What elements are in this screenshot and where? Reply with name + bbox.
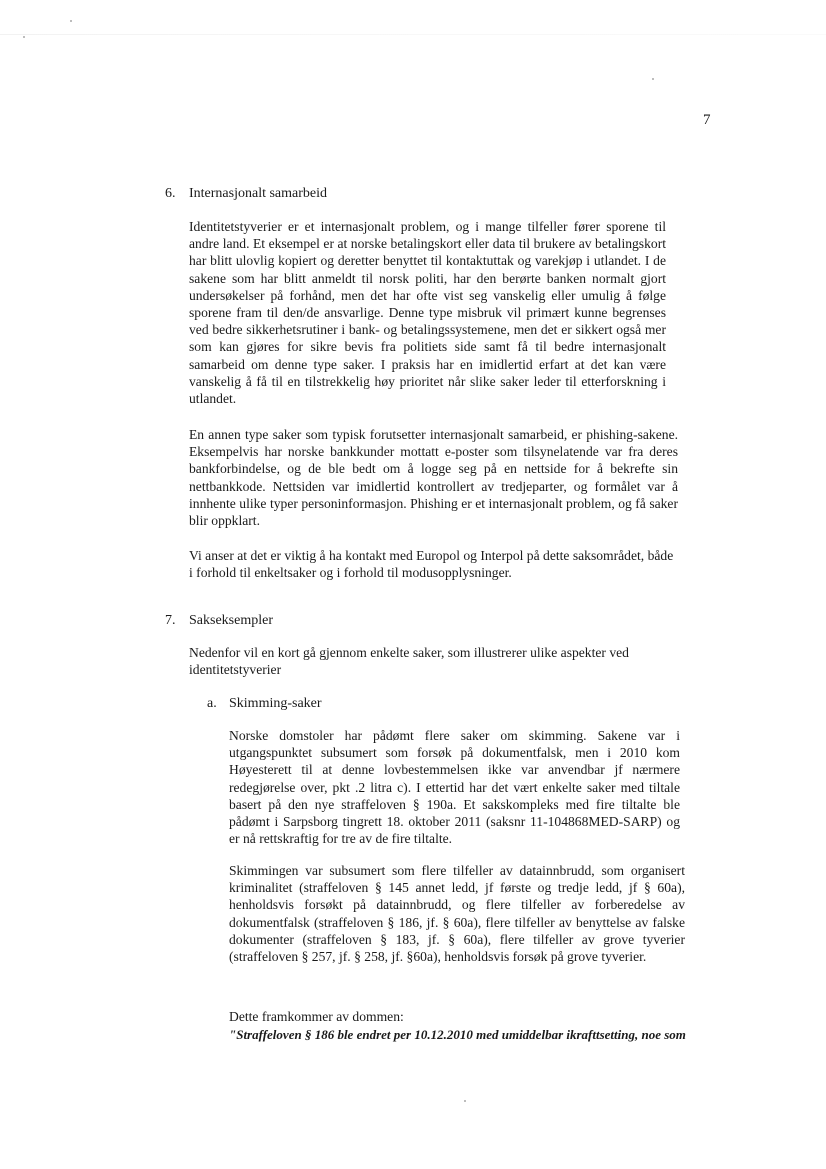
paragraph: Nedenfor vil en kort gå gjennom enkelte saker, som illustrerer ulike aspekter ved identitetstyverier (189, 645, 629, 678)
paragraph: Identitetstyverier er et internasjonalt problem, og i mange tilfeller fører sporene til andre land. Et eksempel er at norske betalingskort eller data til brukere av betalingskort har blitt ulovlig kopiert og deretter benyttet til kontaktuttak og varekjøp i utlandet. I de sakene som har blitt anmeldt til norsk politi, har den berørte banken normalt gjort undersøkelser på forhånd, men det har ofte vist seg vanskelig eller umulig å følge sporene fram til den/de ansvarlige. Denne type misbruk vil primært kunne begrenses ved bedre sikkerhetsrutiner i bank- og betalingssystemene, men det er sikkert også mer som kan gjøres for sikre bevis fra politiets side samt få til bedre internasjonalt samarbeid om denne type saker. I praksis har en imidlertid erfart at det kan være vanskelig å få til en tilstrekkelig høy prioritet når slike saker leder til etterforskning i utlandet. (189, 219, 666, 407)
subsection-title: Skimming-saker (229, 696, 322, 711)
paragraph: Norske domstoler har pådømt flere saker om skimming. Sakene var i utgangspunktet subsumert som forsøk på dokumentfalsk, men i 2010 kom Høyesterett til at denne lovbestemmelsen ikke var anvendbar jf nærmere redegjørelse over, pkt .2 litra c). I ettertid har det vært enkelte saker med tiltale basert på den nye straffeloven § 190a. Et sakskompleks med fire tiltalte ble pådømt i Sarpsborg tingrett 18. oktober 2011 (saksnr 11-104868MED-SARP) og er nå rettskraftig for tre av de fire tiltalte. (229, 728, 680, 847)
scan-artifact-line (0, 34, 826, 35)
paragraph: En annen type saker som typisk forutsetter internasjonalt samarbeid, er phishing-sakene. Eksempelvis har norske bankkunder mottatt e-poster som tilsynelatende var fra deres bankforbindelse, og de ble bedt om å logge seg på en nettside for å bekrefte sin nettbankkode. Nettsiden var imidlertid kontrollert av tredjeparter, og formålet var å innhente ulike typer personinformasjon. Phishing er et internasjonalt problem, og få saker blir oppklart. (189, 427, 678, 529)
section-number: 6. (165, 186, 176, 201)
page-number: 7 (703, 112, 711, 128)
scan-dot (70, 20, 72, 22)
scan-dot (23, 36, 25, 38)
paragraph: Vi anser at det er viktig å ha kontakt med Europol og Interpol på dette saksområdet, både i forhold til enkeltsaker og i forhold til modusopplysninger. (189, 548, 674, 581)
scan-dot (652, 78, 654, 80)
scan-dot (464, 1100, 466, 1102)
section-title: Internasjonalt samarbeid (189, 186, 328, 201)
section-title: Sakseksempler (189, 613, 273, 628)
quote-intro: Dette framkommer av dommen: (229, 1009, 404, 1024)
court-quote: "Straffeloven § 186 ble endret per 10.12.2010 med umiddelbar ikrafttsetting, noe som (229, 1027, 686, 1042)
subsection-letter: a. (207, 696, 217, 711)
paragraph: Skimmingen var subsumert som flere tilfeller av datainnbrudd, som organisert kriminalitet (straffeloven § 145 annet ledd, jf første og tredje ledd, jf § 60a), henholdsvis forsøkt på datainnbrudd, og flere tilfeller av forberedelse av dokumentfalsk (straffeloven § 186, jf. § 60a), flere tilfeller av benyttelse av falske dokumenter (straffeloven § 183, jf. § 60a), flere tilfeller av grove tyverier (straffeloven § 257, jf. § 258, jf. §60a), henholdsvis forsøk på grove tyverier. (229, 863, 685, 965)
section-number: 7. (165, 613, 176, 628)
